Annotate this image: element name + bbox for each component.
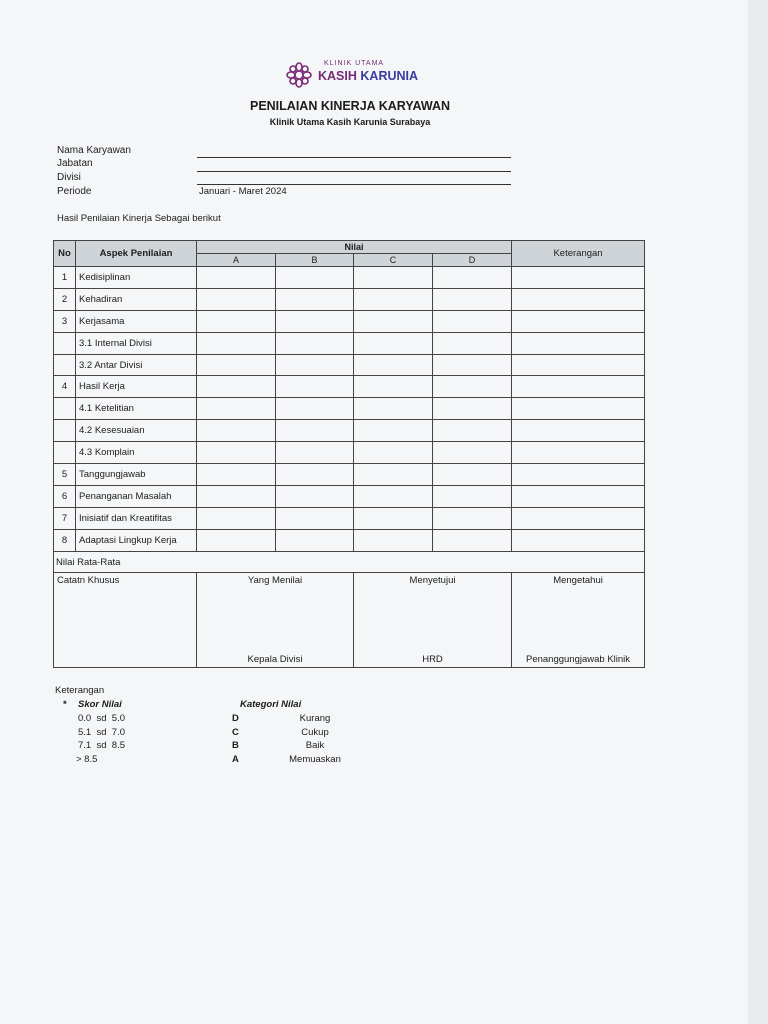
nama-line	[197, 157, 511, 158]
score-cell-d[interactable]	[433, 267, 512, 289]
jabatan-label: Jabatan	[57, 158, 93, 169]
nama-label: Nama Karyawan	[57, 145, 131, 156]
table-row	[54, 398, 645, 420]
row-aspek: Penanganan Masalah	[76, 485, 197, 507]
table-row	[54, 332, 645, 354]
average-row	[54, 551, 645, 573]
score-cell-a[interactable]	[197, 332, 276, 354]
row-no	[54, 332, 76, 354]
row-no: 6	[54, 485, 76, 507]
score-cell-a[interactable]	[197, 354, 276, 376]
keterangan-cell[interactable]	[512, 310, 645, 332]
score-cell-c[interactable]	[354, 398, 433, 420]
score-cell-c[interactable]	[354, 507, 433, 529]
catatan-khusus-cell[interactable]	[54, 573, 197, 668]
keterangan-cell[interactable]	[512, 464, 645, 486]
score-cell-a[interactable]	[197, 267, 276, 289]
row-no: 5	[54, 464, 76, 486]
table-row	[54, 354, 645, 376]
keterangan-cell[interactable]	[512, 529, 645, 551]
score-cell-b[interactable]	[276, 442, 354, 464]
kepala-divisi-label: Kepala Divisi	[247, 654, 303, 666]
yang-menilai-cell[interactable]	[197, 573, 354, 668]
average-label: Nilai Rata-Rata	[54, 551, 645, 573]
keterangan-cell[interactable]	[512, 398, 645, 420]
table-row	[54, 267, 645, 289]
table-row	[54, 485, 645, 507]
row-aspek: Kehadiran	[76, 288, 197, 310]
score-cell-b[interactable]	[276, 398, 354, 420]
score-cell-b[interactable]	[276, 485, 354, 507]
score-cell-d[interactable]	[433, 332, 512, 354]
score-cell-d[interactable]	[433, 376, 512, 398]
row-aspek: Hasil Kerja	[76, 376, 197, 398]
row-no: 2	[54, 288, 76, 310]
row-no: 8	[54, 529, 76, 551]
score-cell-b[interactable]	[276, 420, 354, 442]
score-cell-b[interactable]	[276, 310, 354, 332]
logo-wordmark	[318, 69, 418, 83]
keterangan-cell[interactable]	[512, 267, 645, 289]
score-cell-a[interactable]	[197, 529, 276, 551]
row-no: 3	[54, 310, 76, 332]
legend-label: Memuaskan	[289, 754, 341, 765]
score-cell-d[interactable]	[433, 485, 512, 507]
keterangan-cell[interactable]	[512, 332, 645, 354]
clinic-logo	[284, 60, 444, 88]
score-cell-c[interactable]	[354, 485, 433, 507]
legend-star: *	[63, 699, 67, 710]
legend-title: Keterangan	[55, 685, 105, 696]
score-cell-a[interactable]	[197, 442, 276, 464]
score-cell-d[interactable]	[433, 398, 512, 420]
score-cell-c[interactable]	[354, 354, 433, 376]
keterangan-cell[interactable]	[512, 442, 645, 464]
header-keterangan: Keterangan	[512, 241, 645, 267]
score-cell-c[interactable]	[354, 529, 433, 551]
score-cell-b[interactable]	[276, 267, 354, 289]
score-cell-b[interactable]	[276, 354, 354, 376]
keterangan-cell[interactable]	[512, 485, 645, 507]
legend-range: > 8.5	[76, 754, 98, 765]
legend-grade: D	[232, 713, 239, 724]
legend-label: Cukup	[301, 727, 329, 738]
score-cell-c[interactable]	[354, 332, 433, 354]
score-cell-a[interactable]	[197, 507, 276, 529]
header-aspek: Aspek Penilaian	[76, 241, 197, 267]
logo-subtext: KLINIK UTAMA	[324, 60, 385, 67]
row-aspek: Inisiatif dan Kreatifitas	[76, 507, 197, 529]
keterangan-cell[interactable]	[512, 420, 645, 442]
keterangan-cell[interactable]	[512, 376, 645, 398]
score-cell-c[interactable]	[354, 420, 433, 442]
yang-menilai-label: Yang Menilai	[247, 575, 303, 587]
signature-row	[54, 573, 645, 668]
score-cell-d[interactable]	[433, 507, 512, 529]
intro-text: Hasil Penilaian Kinerja Sebagai berikut	[57, 213, 221, 224]
flower-logo-icon	[284, 62, 314, 88]
score-cell-b[interactable]	[276, 507, 354, 529]
row-no	[54, 420, 76, 442]
score-cell-c[interactable]	[354, 288, 433, 310]
hrd-label: HRD	[422, 654, 443, 666]
score-cell-d[interactable]	[433, 529, 512, 551]
row-no: 4	[54, 376, 76, 398]
menyetujui-label: Menyetujui	[409, 575, 456, 587]
row-no: 7	[54, 507, 76, 529]
menyetujui-cell[interactable]	[354, 573, 512, 668]
legend-range: 7.1 sd 8.5	[78, 740, 126, 751]
row-no	[54, 354, 76, 376]
periode-label: Periode	[57, 186, 92, 197]
table-row	[54, 310, 645, 332]
kategori-nilai-title: Kategori Nilai	[240, 699, 302, 710]
row-aspek: 4.1 Ketelitian	[76, 398, 197, 420]
score-cell-a[interactable]	[197, 485, 276, 507]
keterangan-cell[interactable]	[512, 288, 645, 310]
document-title: PENILAIAN KINERJA KARYAWAN	[249, 99, 451, 113]
catatan-khusus-label: Catatn Khusus	[57, 575, 120, 587]
score-cell-d[interactable]	[433, 310, 512, 332]
table-row	[54, 507, 645, 529]
jabatan-line	[197, 171, 511, 172]
row-no	[54, 398, 76, 420]
mengetahui-cell[interactable]	[512, 573, 645, 668]
score-cell-b[interactable]	[276, 464, 354, 486]
header-c: C	[354, 254, 433, 267]
divisi-label: Divisi	[57, 172, 81, 183]
row-aspek: 4.3 Komplain	[76, 442, 197, 464]
keterangan-cell[interactable]	[512, 354, 645, 376]
penanggungjawab-label: Penanggungjawab Klinik	[525, 654, 631, 666]
legend-range: 0.0 sd 5.0	[78, 713, 126, 724]
logo-word-kasih: KASIH	[318, 69, 357, 83]
table-row	[54, 442, 645, 464]
table-row	[54, 288, 645, 310]
header-no: No	[54, 241, 76, 267]
score-cell-c[interactable]	[354, 442, 433, 464]
legend-grade: C	[232, 727, 239, 738]
score-cell-d[interactable]	[433, 354, 512, 376]
score-cell-c[interactable]	[354, 376, 433, 398]
header-nilai: Nilai	[197, 241, 512, 254]
legend-label: Baik	[305, 740, 325, 751]
table-row	[54, 376, 645, 398]
score-cell-b[interactable]	[276, 529, 354, 551]
row-aspek: 3.1 Internal Divisi	[76, 332, 197, 354]
row-no	[54, 442, 76, 464]
header-d: D	[433, 254, 512, 267]
table-row	[54, 464, 645, 486]
score-cell-c[interactable]	[354, 310, 433, 332]
score-cell-a[interactable]	[197, 376, 276, 398]
header-a: A	[197, 254, 276, 267]
legend-grade: A	[232, 754, 239, 765]
row-aspek: 3.2 Antar Divisi	[76, 354, 197, 376]
score-cell-a[interactable]	[197, 420, 276, 442]
legend-grade: B	[232, 740, 239, 751]
evaluation-table	[53, 240, 645, 668]
table-row	[54, 529, 645, 551]
score-cell-d[interactable]	[433, 464, 512, 486]
score-cell-b[interactable]	[276, 332, 354, 354]
document-subtitle: Klinik Utama Kasih Karunia Surabaya	[269, 117, 431, 127]
score-cell-d[interactable]	[433, 288, 512, 310]
row-aspek: Tanggungjawab	[76, 464, 197, 486]
header-b: B	[276, 254, 354, 267]
skor-nilai-title: Skor Nilai	[78, 699, 122, 710]
score-cell-a[interactable]	[197, 310, 276, 332]
score-cell-c[interactable]	[354, 267, 433, 289]
divisi-line	[197, 184, 511, 185]
row-aspek: Adaptasi Lingkup Kerja	[76, 529, 197, 551]
score-cell-d[interactable]	[433, 420, 512, 442]
logo-word-karunia: KARUNIA	[360, 69, 419, 83]
score-cell-b[interactable]	[276, 376, 354, 398]
score-cell-b[interactable]	[276, 288, 354, 310]
row-aspek: Kerjasama	[76, 310, 197, 332]
score-cell-a[interactable]	[197, 288, 276, 310]
row-no: 1	[54, 267, 76, 289]
score-cell-a[interactable]	[197, 464, 276, 486]
score-cell-a[interactable]	[197, 398, 276, 420]
keterangan-cell[interactable]	[512, 507, 645, 529]
legend-range: 5.1 sd 7.0	[78, 727, 126, 738]
row-aspek: 4.2 Kesesuaian	[76, 420, 197, 442]
table-row	[54, 420, 645, 442]
periode-value: Januari - Maret 2024	[199, 186, 287, 197]
score-cell-d[interactable]	[433, 442, 512, 464]
mengetahui-label: Mengetahui	[553, 575, 603, 587]
row-aspek: Kedisiplinan	[76, 267, 197, 289]
legend-label: Kurang	[299, 713, 331, 724]
score-cell-c[interactable]	[354, 464, 433, 486]
